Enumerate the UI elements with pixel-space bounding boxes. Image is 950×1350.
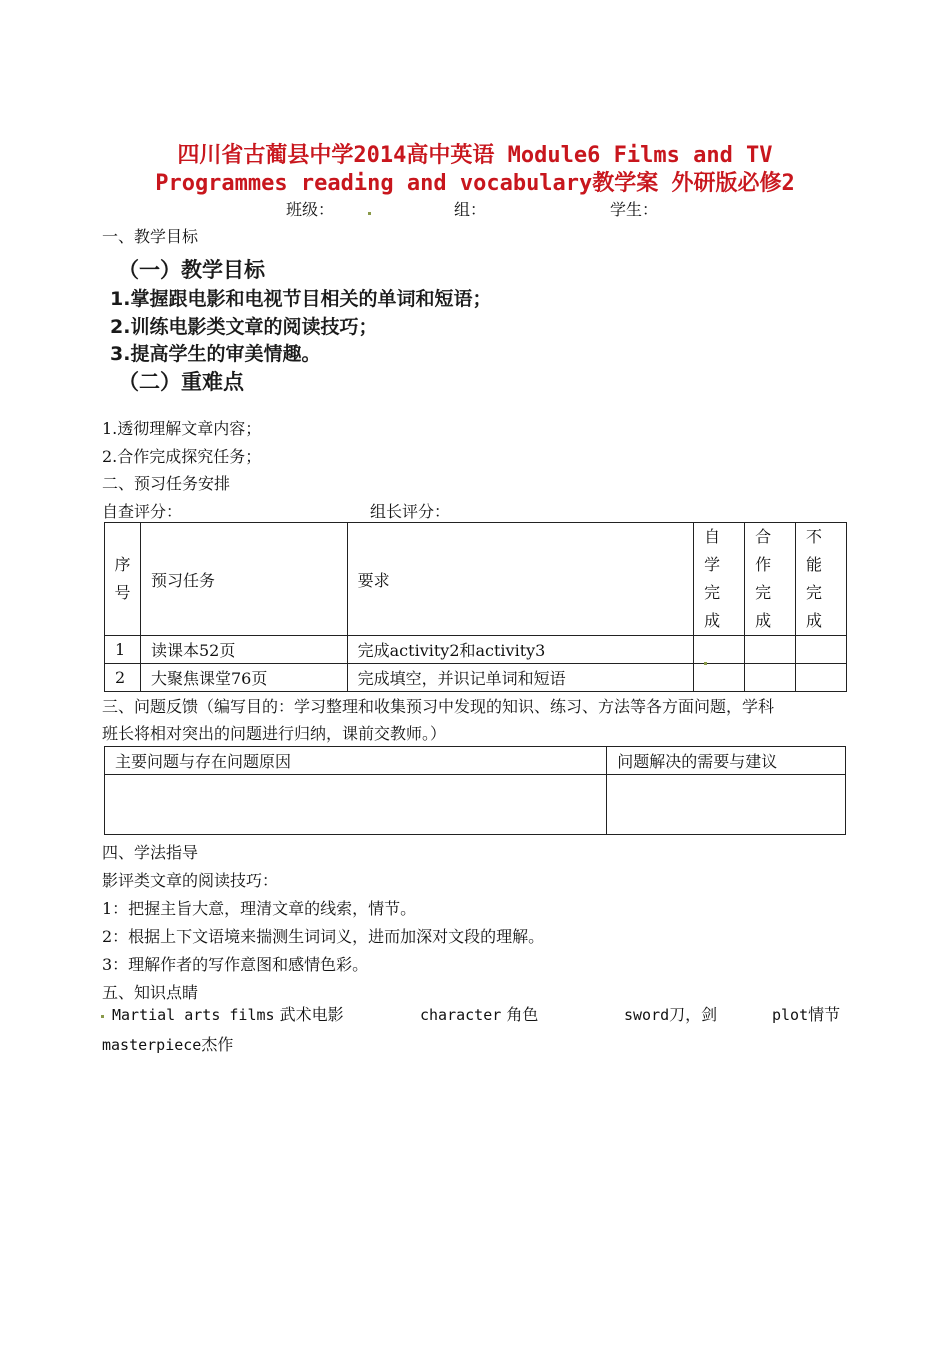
header-task: 预习任务 [140,523,347,636]
preview-task-table [104,522,847,692]
section-3-heading-continued: 班长将相对突出的问题进行归纳，课前交教师。） [102,724,447,743]
goal-item-3: 3.提高学生的审美情趣。 [110,343,321,365]
difficulties-subheading: （二）重难点 [118,370,244,394]
row-not-done [796,664,847,692]
reading-tip-2: 2：根据上下文语境来揣测生词词义，进而加深对文段的理解。 [102,927,545,946]
suggestions-cell[interactable] [607,775,846,835]
reading-tip-3: 3：理解作者的写作意图和感情色彩。 [102,955,369,974]
row-coop-done [745,664,796,692]
goal-item-2: 2.训练电影类文章的阅读技巧； [110,316,378,338]
section-4-heading: 四、学法指导 [102,843,199,862]
row-task: 读课本52页 [140,636,347,664]
document-title-line-1: 四川省古蔺县中学2014高中英语 Module6 Films and TV [177,143,773,168]
section-1-heading: 一、教学目标 [102,227,199,246]
key-point-2: 2.合作完成探究任务； [102,447,262,466]
student-field-label: 学生： [610,200,659,219]
vocab-item-sword: sword刀，剑 [624,1005,718,1024]
table-row [105,664,847,692]
vocab-item-martial-arts: Martial arts films 武术电影 [112,1005,344,1024]
goals-subheading: （一）教学目标 [118,258,265,282]
problems-cell[interactable] [105,775,607,835]
row-self-done [694,664,745,692]
vocab-item-plot: plot情节 [772,1005,841,1024]
row-index: 1 [105,636,141,664]
header-problems: 主要问题与存在问题原因 [105,747,607,775]
self-evaluation-label: 自查评分： [102,502,183,521]
header-coop-done: 合作完成 [745,523,796,636]
section-2-heading: 二、预习任务安排 [102,474,231,493]
key-point-1: 1.透彻理解文章内容； [102,419,262,438]
row-not-done [796,636,847,664]
header-requirement: 要求 [347,523,693,636]
table-row [105,636,847,664]
scan-dot [704,662,707,665]
goal-item-1: 1.掌握跟电影和电视节目相关的单词和短语； [110,288,492,310]
reading-skills-intro: 影评类文章的阅读技巧： [102,871,279,890]
scan-dot [101,1015,104,1018]
row-requirement: 完成填空，并识记单词和短语 [347,664,693,692]
problem-feedback-table [104,746,846,835]
table-header-row [105,523,847,636]
document-title-line-2: Programmes reading and vocabulary教学案 外研版必修2 [155,171,795,196]
reading-tip-1: 1：把握主旨大意，理清文章的线索，情节。 [102,899,417,918]
header-not-done: 不能完成 [796,523,847,636]
scan-dot [368,212,371,215]
vocab-item-character: character 角色 [420,1005,539,1024]
row-self-done [694,636,745,664]
row-requirement: 完成activity2和activity3 [347,636,693,664]
teaching-goals-image [108,250,548,400]
row-index: 2 [105,664,141,692]
section-5-heading: 五、知识点睛 [102,983,199,1002]
header-index: 序号 [105,523,141,636]
header-self-done: 自学完成 [694,523,745,636]
row-coop-done [745,636,796,664]
section-3-heading: 三、问题反馈（编写目的：学习整理和收集预习中发现的知识、练习、方法等各方面问题，学科 [102,697,775,716]
feedback-header-row [105,747,846,775]
group-field-label: 组： [454,200,487,219]
class-field-label: 班级： [286,200,335,219]
vocab-item-masterpiece: masterpiece杰作 [102,1035,234,1054]
feedback-empty-row [105,775,846,835]
header-suggestions: 问题解决的需要与建议 [607,747,846,775]
leader-evaluation-label: 组长评分： [370,502,451,521]
row-task: 大聚焦课堂76页 [140,664,347,692]
